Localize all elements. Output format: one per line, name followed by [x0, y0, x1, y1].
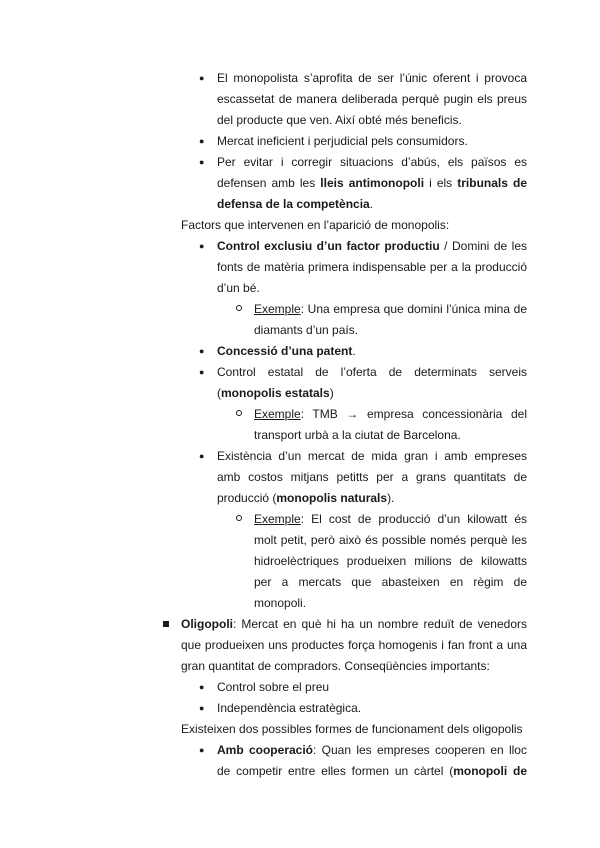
- coop-text: de competir entre elles formen un càrtel (: [217, 764, 454, 778]
- circle-bullet-icon: [236, 305, 242, 311]
- coop-text: : Quan les empreses cooperen en lloc: [313, 743, 527, 757]
- b3-text: .: [369, 197, 374, 211]
- f4-example-text: : El cost de producció d’un kilowatt és: [300, 512, 527, 526]
- b3-bold-defensa: defensa de la competència: [217, 197, 370, 211]
- f1-example-line1: [254, 299, 527, 319]
- b3-text: i els: [424, 176, 458, 190]
- oligo-bold: Oligopoli: [181, 617, 233, 631]
- f2-bold: Concessió d’una patent: [217, 344, 353, 358]
- f3-text: ): [329, 386, 334, 400]
- oligo-consequence-2: Independència estratègica.: [217, 701, 362, 715]
- bullet-icon: ●: [199, 157, 205, 167]
- b3-bold-lleis: lleis antimonopoli: [320, 176, 425, 190]
- b2-line1: Mercat ineficient i perjudicial pels consumidors.: [217, 134, 468, 148]
- f4-example-line2: molt petit, però això és possible només perquè les: [254, 533, 527, 547]
- f4-text: producció (: [217, 491, 277, 505]
- example-label: Exemple: [254, 302, 301, 316]
- f2-text: .: [352, 344, 356, 358]
- f3-bold: monopolis estatals: [221, 386, 330, 400]
- factors-heading: Factors que intervenen en l’aparició de monopolis:: [181, 218, 450, 232]
- f4-bold: monopolis naturals: [276, 491, 388, 505]
- f2-line1: [217, 341, 356, 361]
- bullet-icon: ●: [199, 745, 205, 755]
- circle-bullet-icon: [236, 515, 242, 521]
- b3-line3: [217, 194, 373, 214]
- f1-bold: Control exclusiu d’un factor productiu: [217, 239, 440, 253]
- f1-example-line2: diamants d’un país.: [254, 323, 359, 337]
- coop-line1: [217, 740, 527, 760]
- f4-example-line4: per a mercats que abasteixen en règim de: [254, 575, 527, 589]
- f3-text: (: [217, 386, 221, 400]
- f1-example-text: : Una empresa que domini l’única mina de: [300, 302, 527, 316]
- oligo-line2: que produeixen uns productes força homogenis i fan front a una: [181, 638, 527, 652]
- b1-line1: El monopolista s’aprofita de ser l’únic oferent i provoca: [217, 71, 527, 85]
- coop-bold: Amb cooperació: [217, 743, 313, 757]
- f3-example-text: : TMB → empresa concessionària del: [300, 407, 527, 421]
- f3-line1: Control estatal de l’oferta de determinats serveis: [217, 365, 527, 379]
- bullet-icon: ●: [199, 241, 205, 251]
- f1-line1: [217, 236, 527, 256]
- example-label: Exemple: [254, 512, 301, 526]
- square-bullet-icon: [163, 621, 169, 627]
- f4-example-line3: hidroelèctriques produeixen milions de kilowatts: [254, 554, 527, 568]
- example-label: Exemple: [254, 407, 301, 421]
- oligo-line1: [181, 614, 527, 634]
- f1-line3: d’un bé.: [217, 281, 260, 295]
- f4-example-line1: [254, 509, 527, 529]
- coop-bold-monopoli: monopoli de: [453, 764, 528, 778]
- f3-example-line1: [254, 404, 527, 424]
- coop-line2: [217, 761, 527, 781]
- bullet-icon: ●: [199, 346, 205, 356]
- bullet-icon: ●: [199, 682, 205, 692]
- oligo-line3: gran quantitat de compradors. Conseqüències importants:: [181, 659, 490, 673]
- f1-line2: fonts de matèria primera indispensable per a la producció: [217, 260, 527, 274]
- f3-example-line2: transport urbà a la ciutat de Barcelona.: [254, 428, 461, 442]
- b3-line2: [217, 173, 527, 193]
- b3-bold-tribunals: tribunals de: [457, 176, 527, 190]
- b1-line3: del producte que ven. Així obté més beneficis.: [217, 113, 462, 127]
- b3-text: defensen amb les: [217, 176, 321, 190]
- bullet-icon: ●: [199, 703, 205, 713]
- bullet-icon: ●: [199, 73, 205, 83]
- oligo-consequence-1: Control sobre el preu: [217, 680, 330, 694]
- f4-line1: Existència d’un mercat de mida gran i amb empreses: [217, 449, 527, 463]
- f4-example-line5: monopoli.: [254, 596, 307, 610]
- f4-line3: [217, 488, 394, 508]
- f4-text: ).: [387, 491, 395, 505]
- bullet-icon: ●: [199, 451, 205, 461]
- bullet-icon: ●: [199, 136, 205, 146]
- b1-line2: escassetat de manera deliberada perquè pugin els preus: [217, 92, 527, 106]
- bullet-icon: ●: [199, 367, 205, 377]
- oligo-text: : Mercat en què hi ha un nombre reduït de venedors: [233, 617, 527, 631]
- f1-text: / Domini de les: [439, 239, 527, 253]
- oligo-forms-heading: Existeixen dos possibles formes de funcionament dels oligopolis: [181, 722, 523, 736]
- f3-line2: [217, 383, 334, 403]
- b3-line1: Per evitar i corregir situacions d’abús, els països es: [217, 155, 527, 169]
- f4-line2: amb costos mitjans petitts per a grans quantitats de: [217, 470, 527, 484]
- circle-bullet-icon: [236, 410, 242, 416]
